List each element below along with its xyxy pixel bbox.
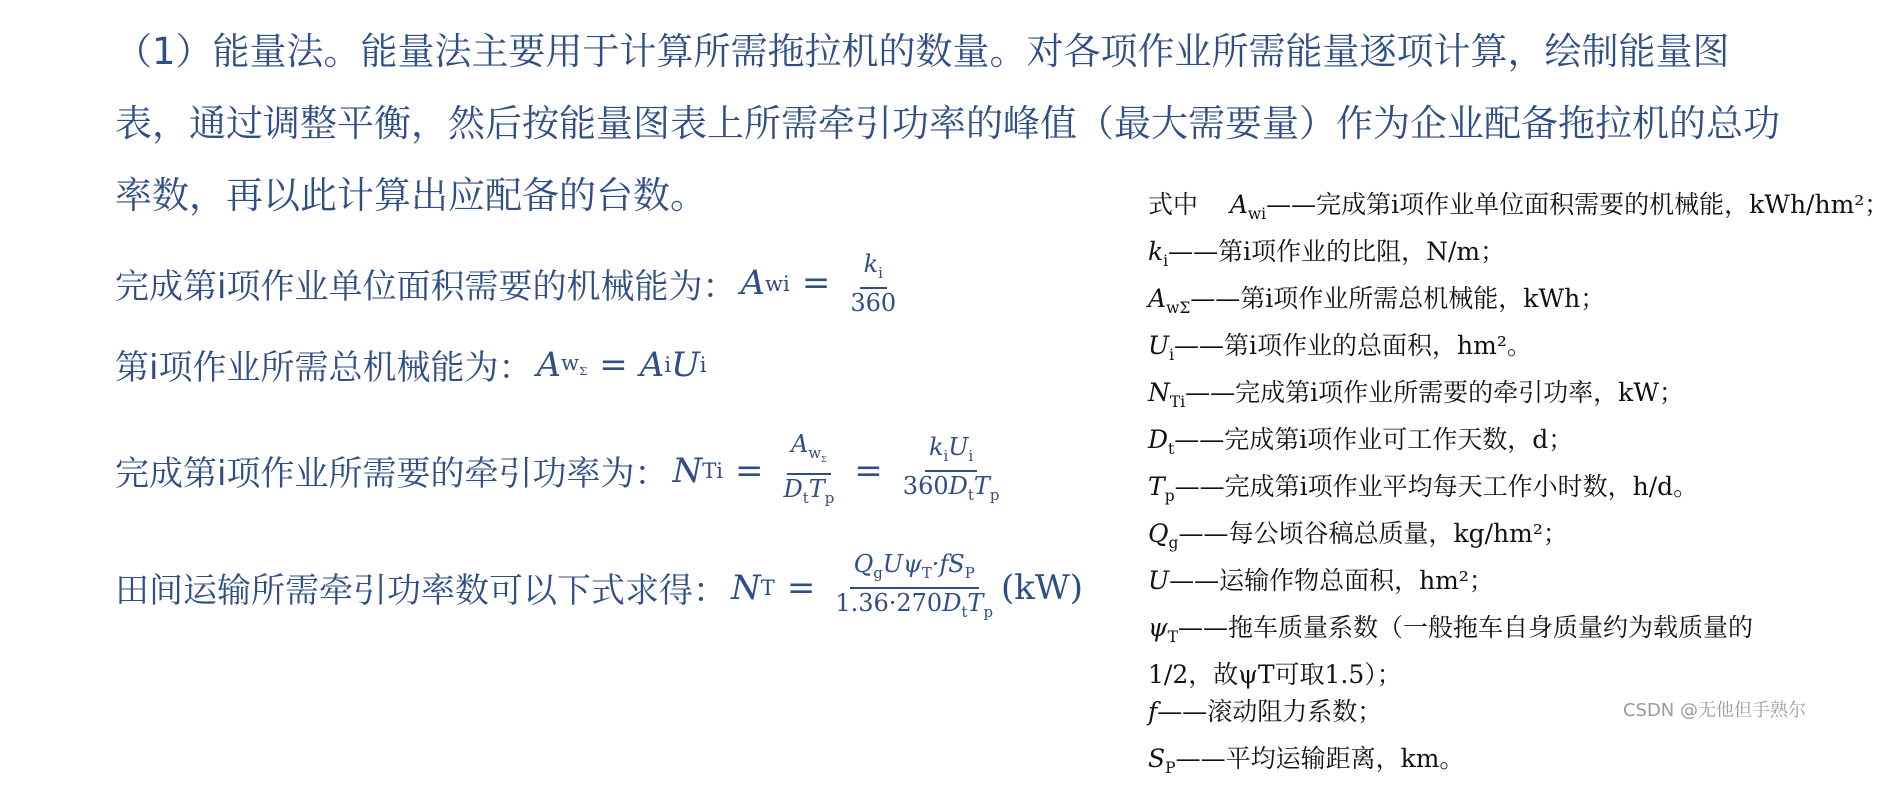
legend-symbol: f xyxy=(1148,697,1158,726)
legend-lead: 式中 xyxy=(1148,190,1199,219)
legend-desc: ——平均运输距离，km。 xyxy=(1175,744,1465,773)
legend-symbol: S xyxy=(1148,744,1166,773)
legend-desc: ——第i项作业所需总机械能，kWh； xyxy=(1190,284,1606,313)
legend-desc: ——完成第i项作业平均每天工作小时数，h/d。 xyxy=(1174,472,1699,501)
legend-desc: ——第i项作业的总面积，hm²。 xyxy=(1174,331,1532,360)
legend-symbol: ψ xyxy=(1148,613,1168,642)
legend-symbol: A xyxy=(1148,284,1167,313)
legend-row xyxy=(1148,468,1793,515)
legend-row xyxy=(1148,186,1889,233)
legend-symbol: D xyxy=(1148,425,1169,454)
formula-expression: A $w_\Sigma$ = A i U i xyxy=(536,344,707,385)
formula-label: 完成第i项作业单位面积需要的机械能为： xyxy=(115,266,737,307)
legend-symbol: N xyxy=(1148,378,1170,407)
legend-desc: ——每公顷谷稿总质量，kg/hm²； xyxy=(1178,519,1568,548)
legend-row xyxy=(1148,609,1793,693)
formula-label: 第i项作业所需总机械能为： xyxy=(115,348,533,388)
legend-symbol: k xyxy=(1148,237,1164,266)
formula-label: 完成第i项作业所需要的牵引功率为： xyxy=(115,454,669,495)
legend-subscript: wΣ xyxy=(1166,299,1191,317)
legend-row xyxy=(1148,740,1793,787)
legend-row xyxy=(1148,327,1793,374)
legend-desc: ——运输作物总面积，hm²； xyxy=(1169,566,1494,595)
legend-symbol: U xyxy=(1148,331,1170,360)
formula-traction-power xyxy=(115,430,1007,512)
formula-label: 田间运输所需牵引功率数可以下式求得： xyxy=(115,571,727,612)
formula-expression: A wi = $\frac{k_i}{360}$ xyxy=(740,250,897,317)
legend-subscript: i xyxy=(1163,252,1169,270)
formula-expression: N Ti = $\frac{A_{w_\Sigma}}{D_tT_p}$ = $\frac{k_iU_i}{360D_tT_p}$ xyxy=(672,430,1000,507)
watermark: CSDN @无他但手熟尔 xyxy=(1622,700,1806,721)
legend-desc: ——完成第i项作业单位面积需要的机械能，kWh/hm²； xyxy=(1266,190,1889,219)
legend-row xyxy=(1148,374,1793,421)
formula-total-energy xyxy=(115,340,706,389)
legend-desc: ——第i项作业的比阻，N/m； xyxy=(1168,237,1506,266)
legend-row xyxy=(1148,515,1793,562)
formula-unit: (kW) xyxy=(1000,567,1084,608)
legend-subscript: g xyxy=(1168,534,1179,552)
legend-desc: ——拖车质量系数（一般拖车自身质量约为载质量的1/2，故ψT可取1.5）； xyxy=(1148,613,1753,689)
legend-row xyxy=(1148,233,1793,280)
formula-expression: N T = $\frac{Q_gU\psi_T\cdot fS_P}{1.36\cdot 270D_tT_p}$ (kW) xyxy=(731,550,1084,621)
legend-row xyxy=(1148,280,1793,327)
legend-subscript: T xyxy=(1167,628,1178,646)
legend-subscript: Ti xyxy=(1169,393,1186,411)
legend-subscript: P xyxy=(1165,759,1176,777)
legend-subscript: t xyxy=(1168,440,1175,458)
legend-desc: ——完成第i项作业所需要的牵引功率，kW； xyxy=(1185,378,1685,407)
legend-symbol: Q xyxy=(1148,519,1169,548)
legend-row xyxy=(1148,562,1793,609)
legend-desc: ——滚动阻力系数； xyxy=(1157,697,1383,726)
legend-symbol: U xyxy=(1148,566,1170,595)
formula-transport-power xyxy=(115,550,1083,626)
legend-desc: ——完成第i项作业可工作天数，d； xyxy=(1174,425,1574,454)
legend-subscript: wi xyxy=(1247,205,1267,223)
legend-row xyxy=(1148,421,1793,468)
intro-paragraph: （1）能量法。能量法主要用于计算所需拖拉机的数量。对各项作业所需能量逐项计算，绘制能量图表，通过调整平衡，然后按能量图表上所需牵引功率的峰值（最大需要量）作为企业配备拖拉机的总功率数，再以此计算出应配备的台数。 xyxy=(115,30,1780,217)
legend-symbol: A xyxy=(1229,190,1248,219)
legend-symbol: T xyxy=(1148,472,1165,501)
formula-unit-energy xyxy=(115,250,904,317)
legend-subscript: i xyxy=(1169,346,1175,364)
legend-subscript: p xyxy=(1164,487,1175,505)
